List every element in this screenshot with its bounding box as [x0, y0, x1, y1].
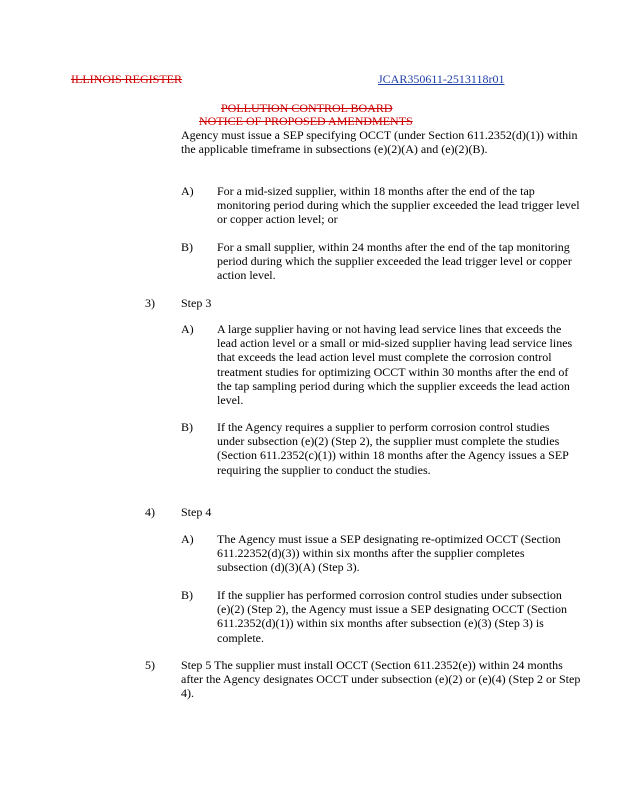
- step3-title: Step 3: [181, 296, 212, 310]
- step4-item-b-text: If the supplier has performed corrosion control studies under subsection (e)(2) (Step 2), the Agency must issue a SEP designating OCCT (Section 611.2352(d)(1)) within six months after subsection (e)(3) (Step 3) is complete.: [217, 588, 567, 645]
- step5-text: Step 5 The supplier must install OCCT (Section 611.2352(e)) within 24 months after the Agency designates OCCT under subsection (e)(2) or (e)(4) (Step 2 or Step 4).: [181, 658, 581, 701]
- step4-label: 4): [145, 505, 155, 519]
- step2-item-b-label: B): [181, 240, 193, 254]
- step3-label: 3): [145, 296, 155, 310]
- step4-title: Step 4: [181, 505, 212, 519]
- agency-heading: POLLUTION CONTROL BOARD: [221, 101, 393, 115]
- jcar-code: JCAR350611-2513118r01: [378, 72, 505, 86]
- step3-item-b-text: If the Agency requires a supplier to perform corrosion control studies under subsection (e)(2) (Step 2), the supplier must complete the studies (Section 611.2352(c)(1)) within 18 months after the Agency issues a SEP requiring the supplier to conduct the studies.: [217, 420, 569, 477]
- notice-heading: NOTICE OF PROPOSED AMENDMENTS: [199, 114, 413, 128]
- step5-label: 5): [145, 658, 155, 672]
- step2-item-b-text: For a small supplier, within 24 months after the end of the tap monitoring period during which the supplier exceeded the lead trigger level or copper action level.: [217, 240, 572, 283]
- step3-item-b-label: B): [181, 420, 193, 434]
- intro-paragraph: Agency must issue a SEP specifying OCCT (under Section 611.2352(d)(1)) within the applicable timeframe in subsections (e)(2)(A) and (e)(2)(B).: [181, 128, 578, 157]
- step4-item-a-label: A): [181, 532, 194, 546]
- step2-item-a-label: A): [181, 184, 194, 198]
- step2-item-a-text: For a mid-sized supplier, within 18 months after the end of the tap monitoring period during which the supplier exceeded the lead trigger level or copper action level; or: [217, 184, 580, 227]
- step3-item-a-label: A): [181, 322, 194, 336]
- step4-item-b-label: B): [181, 588, 193, 602]
- step4-item-a-text: The Agency must issue a SEP designating re-optimized OCCT (Section 611.22352(d)(3)) within six months after the supplier completes subsection (d)(3)(A) (Step 3).: [217, 532, 561, 575]
- register-title: ILLINOIS REGISTER: [71, 72, 182, 86]
- step3-item-a-text: A large supplier having or not having lead service lines that exceeds the lead action level or a small or mid-sized supplier having lead service lines that exceeds the lead action level must complete the corrosion control treatment studies for optimizing OCCT within 30 months after the end of the tap sampling period during which the supplier exceeds the lead action level.: [217, 322, 573, 408]
